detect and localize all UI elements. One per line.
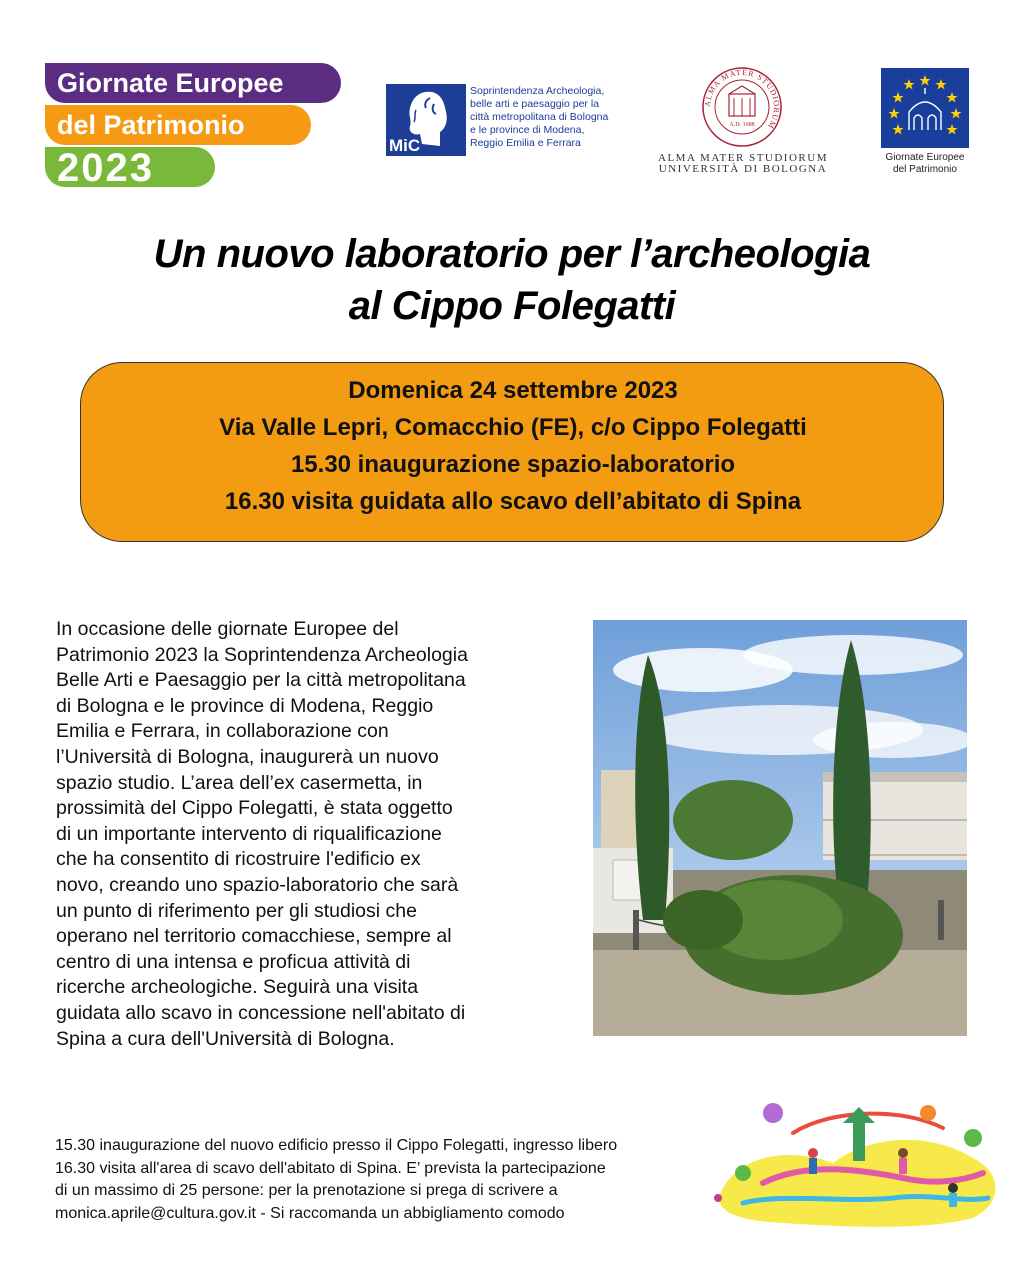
event-inauguration-time: 15.30 inaugurazione spazio-laboratorio bbox=[290, 451, 736, 478]
mic-text-line: belle arti e paesaggio per la bbox=[470, 98, 600, 110]
eu-stars-icon bbox=[881, 68, 969, 148]
eu-text-line2: del Patrimonio bbox=[893, 164, 957, 175]
body-line: prossimità del Cippo Folegatti, è stata oggetto bbox=[56, 797, 453, 820]
svg-text:ALMA MATER STUDIORUM: ALMA MATER STUDIORUM bbox=[702, 67, 782, 131]
colorful-people-illustration bbox=[703, 1093, 1008, 1231]
body-line: che ha consentito di ricostruire l'edificio ex bbox=[56, 848, 421, 871]
footer-notes bbox=[55, 1135, 720, 1225]
body-line: Spina a cura dell'Università di Bologna. bbox=[56, 1027, 395, 1050]
event-location: Via Valle Lepri, Comacchio (FE), c/o Cippo Folegatti bbox=[219, 414, 807, 441]
mic-logo-mark bbox=[386, 84, 466, 156]
unibo-text-line1: ALMA MATER STUDIORUM bbox=[658, 152, 828, 164]
footer-line-booking: di un massimo di 25 persone: per la prenotazione si prega di scrivere a bbox=[55, 1182, 558, 1199]
body-line: novo, creando uno spazio-laboratorio che sarà bbox=[56, 873, 459, 896]
body-line: Belle Arti e Paesaggio per la città metropolitana bbox=[56, 669, 466, 692]
mic-text-line: città metropolitana di Bologna bbox=[470, 111, 609, 123]
gep-logo-year: 2023 bbox=[45, 147, 215, 187]
body-line: centro di una intensa e proficua attività di bbox=[56, 950, 411, 973]
footer-line-visit: 16.30 visita all'area di scavo dell'abitato di Spina. E’ prevista la partecipazione bbox=[55, 1159, 606, 1177]
eu-heritage-flag bbox=[881, 68, 969, 148]
title-line1: Un nuovo laboratorio per l’archeologia bbox=[153, 232, 871, 276]
eu-text-line1: Giornate Europee bbox=[885, 152, 965, 163]
unibo-seal-icon bbox=[701, 66, 783, 148]
mic-mark-text: MiC bbox=[389, 136, 421, 155]
cippo-folegatti-photo bbox=[593, 620, 967, 1036]
unibo-logo-text bbox=[650, 153, 836, 175]
title-line2: al Cippo Folegatti bbox=[348, 284, 676, 328]
body-line: spazio studio. L’area dell’ex casermetta, in bbox=[56, 771, 423, 794]
description-text bbox=[56, 617, 576, 1052]
mic-text-line: e le province di Modena, bbox=[470, 124, 585, 136]
heritage-days-illustration bbox=[703, 1093, 1008, 1231]
unibo-text-line2: UNIVERSITÀ DI BOLOGNA bbox=[658, 163, 828, 175]
page-title bbox=[60, 228, 964, 332]
body-line: di Bologna e le province di Modena, Reggio bbox=[56, 694, 434, 717]
body-line: l’Università di Bologna, inaugurerà un nuovo bbox=[56, 745, 439, 768]
footer-line-contact: monica.aprile@cultura.gov.it - Si raccomanda un abbigliamento comodo bbox=[55, 1204, 565, 1222]
unibo-seal-logo bbox=[701, 66, 783, 148]
body-line: guidata allo scavo in concessione nell'abitato di bbox=[56, 1001, 466, 1024]
svg-text:A.D. 1088: A.D. 1088 bbox=[729, 122, 755, 128]
body-line: operano nel territorio comacchiese, sempre al bbox=[56, 925, 452, 948]
event-visit-time: 16.30 visita guidata allo scavo dell’abitato di Spina bbox=[224, 488, 802, 515]
mic-logo-text bbox=[470, 85, 640, 150]
body-line: un punto di riferimento per gli studiosi che bbox=[56, 899, 417, 922]
eu-logo-text bbox=[865, 152, 985, 176]
body-line: Patrimonio 2023 la Soprintendenza Archeologia bbox=[56, 643, 468, 666]
gep-2023-logo bbox=[45, 63, 345, 188]
footer-line-inauguration: 15.30 inaugurazione del nuovo edificio presso il Cippo Folegatti, ingresso libero bbox=[55, 1137, 618, 1154]
event-info-box bbox=[80, 362, 944, 542]
site-photo-illustration bbox=[593, 620, 967, 1036]
gep-logo-line2: del Patrimonio bbox=[45, 105, 311, 145]
body-line: In occasione delle giornate Europee del bbox=[56, 618, 399, 640]
mic-text-line: Soprintendenza Archeologia, bbox=[470, 85, 605, 97]
mic-text-line: Reggio Emilia e Ferrara bbox=[470, 137, 581, 149]
body-line: ricerche archeologiche. Seguirà una visita bbox=[56, 976, 419, 999]
body-line: Emilia e Ferrara, in collaborazione con bbox=[56, 720, 389, 743]
event-date: Domenica 24 settembre 2023 bbox=[348, 377, 678, 404]
body-line: di un importante intervento di riqualificazione bbox=[56, 822, 442, 845]
gep-logo-line1: Giornate Europee bbox=[45, 63, 341, 103]
